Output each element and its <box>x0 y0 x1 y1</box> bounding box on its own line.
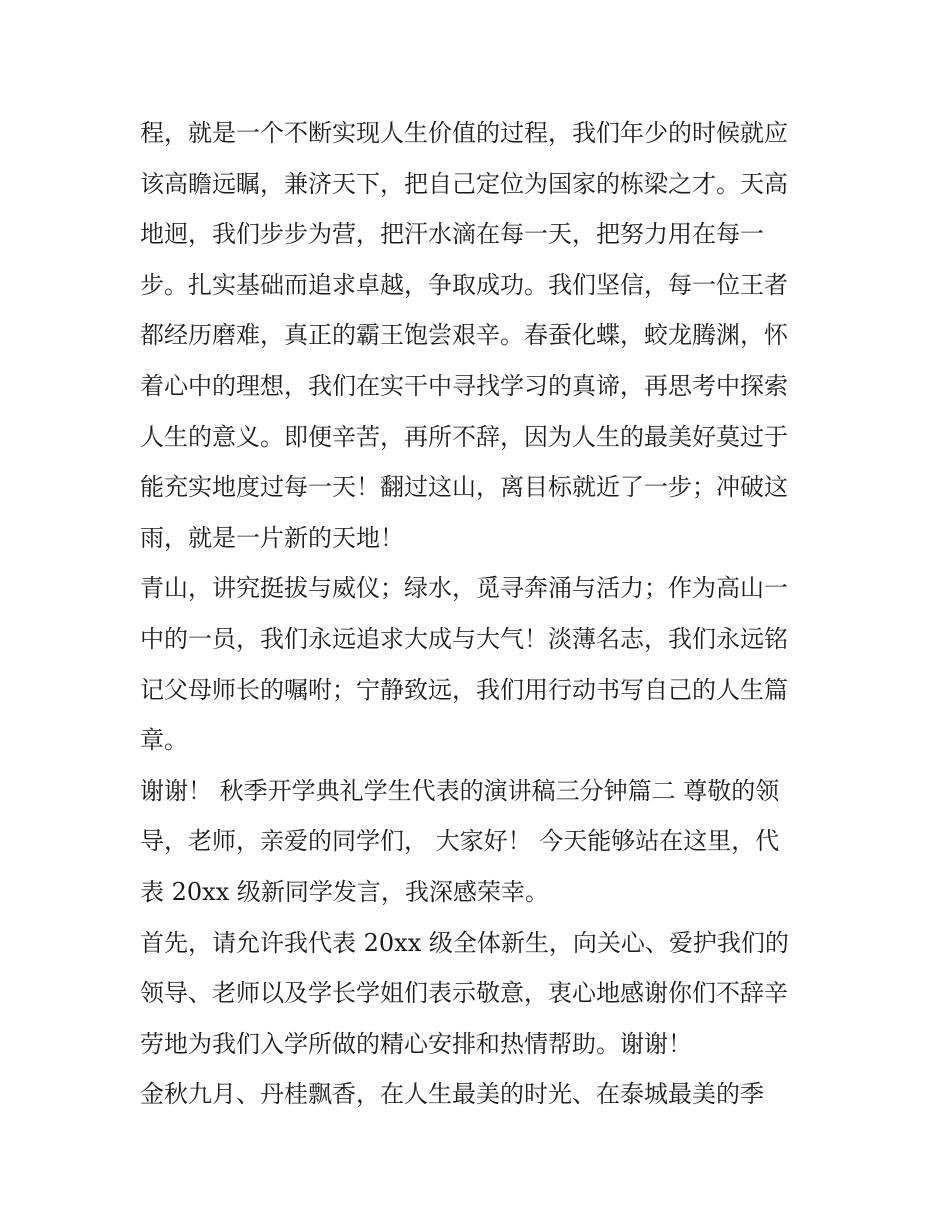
text-line: 金秋九月、丹桂飘香，在人生最美的时光、在泰城最美的季 <box>140 1080 764 1109</box>
document-body <box>140 108 820 1120</box>
paragraph-3 <box>140 766 820 918</box>
text-line: 章。 <box>140 726 188 755</box>
text-line: 程，就是一个不断实现人生价值的过程，我们年少的时候就应 <box>140 119 788 147</box>
paragraph-4 <box>140 918 820 1070</box>
text-line: 谢谢！ 秋季开学典礼学生代表的演讲稿三分钟篇二 尊敬的领 <box>140 776 780 805</box>
text-line: 首先，请允许我代表 20xx 级全体新生，向关心、爱护我们的 <box>140 928 789 957</box>
text-line: 人生的意义。即便辛苦，再所不辞，因为人生的最美好莫过于 <box>140 422 788 451</box>
text-line: 能充实地度过每一天！翻过这山，离目标就近了一步；冲破这 <box>140 473 788 502</box>
paragraph-1 <box>140 108 820 563</box>
text-line: 地迥，我们步步为营，把汗水滴在每一天，把努力用在每一 <box>140 220 764 249</box>
text-line: 该高瞻远瞩，兼济天下，把自己定位为国家的栋梁之才。天高 <box>140 169 788 198</box>
text-line: 表 20xx 级新同学发言，我深感荣幸。 <box>140 877 549 906</box>
paragraph-5 <box>140 1069 820 1120</box>
text-line: 都经历磨难，真正的霸王饱尝艰辛。春蚕化蝶，蛟龙腾渊，怀 <box>140 321 788 350</box>
text-line: 雨，就是一片新的天地！ <box>140 523 404 552</box>
text-line: 中的一员，我们永远追求大成与大气！淡薄名志，我们永远铭 <box>140 624 788 653</box>
text-line: 记父母师长的嘱咐；宁静致远，我们用行动书写自己的人生篇 <box>140 675 788 704</box>
text-line: 着心中的理想，我们在实干中寻找学习的真谛，再思考中探索 <box>140 371 788 400</box>
text-line: 领导、老师以及学长学姐们表示敬意，衷心地感谢你们不辞辛 <box>140 979 788 1008</box>
text-line: 导，老师，亲爱的同学们， 大家好！ 今天能够站在这里，代 <box>140 827 780 856</box>
text-line: 步。扎实基础而追求卓越，争取成功。我们坚信，每一位王者 <box>140 270 788 299</box>
text-line: 青山，讲究挺拔与威仪；绿水，觅寻奔涌与活力；作为高山一 <box>140 574 788 603</box>
paragraph-2 <box>140 563 820 765</box>
text-line: 劳地为我们入学所做的精心安排和热情帮助。谢谢！ <box>140 1029 692 1058</box>
